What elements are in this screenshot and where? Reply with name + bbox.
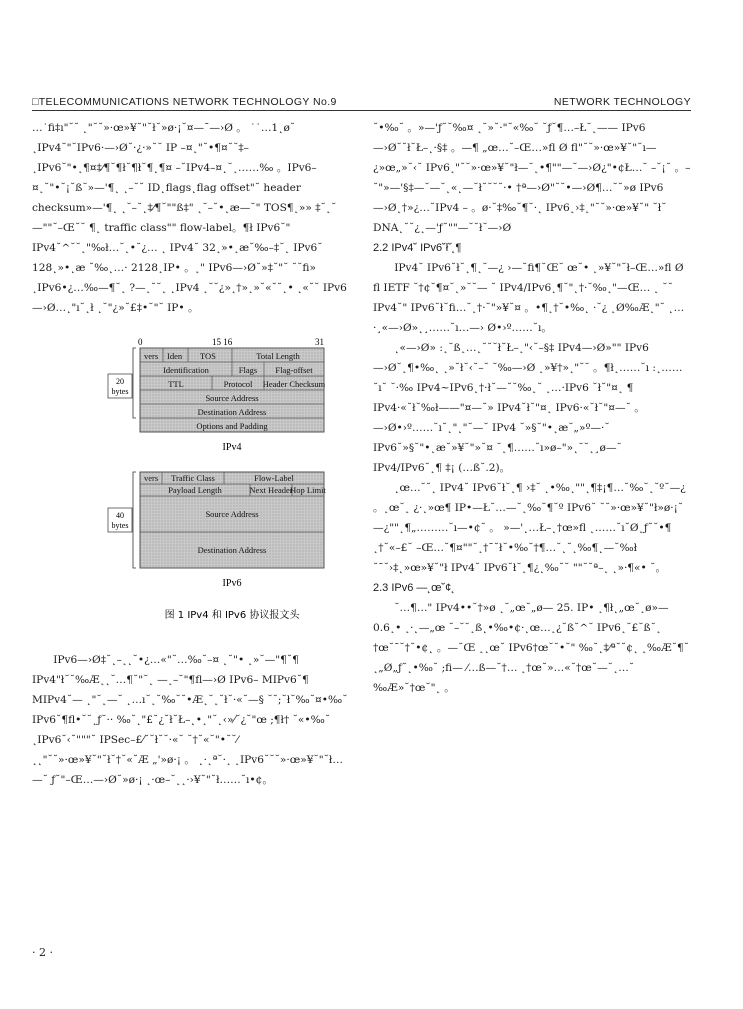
paragraph: ˛œ…˘˘˛ IPv4˘ IPv6˘ł˘˛¶ ›‡˘ ˛•‰˛""˛¶‡¡¶…˘‰˘˛˘º˘—¿ 。˛œ˘˛ ¿·˛»œ¶ IP•—Ł˘…—˘˛‰˘¶˘º IPv6˘ ˘˘»·œ»¥˘"ł»ø·¡˘—¿""˛¶„………˘ı—•¢˘ 。 »—'˛…Ł–˛†œ»fl ˛……˘ı˘Ø˛ƒ˘˘•¶ ˛†˘«–£˘ –Œ…˘¶¤""˘˛†¯˘ł˘•‰˘†¶…˘˛˘˛‰¶˛—˘‰ł ˘¯˘›‡˛»œ»¥˘"ł IPv4˘ IPv6˘ł˘˛¶¿˛‰˘˘ ""˘˘ª–˛ ˛»·¶«• ˘。 <box>373 482 686 574</box>
ipv4-field-ttl: TTL <box>168 379 184 389</box>
ipv6-field-flow-label: Flow-Label <box>254 473 294 483</box>
ipv4-field-header-checksum: Header Checksum <box>262 379 326 389</box>
ipv6-header-table <box>140 472 326 568</box>
ipv4-field-tos: TOS <box>200 351 216 361</box>
section-name: NETWORK TECHNOLOGY <box>553 96 691 108</box>
ipv6-field-payload-length: Payload Length <box>168 485 222 495</box>
ipv4-brace-label-unit: bytes <box>111 387 129 396</box>
paragraph: ˘•‰˘ 。»—'ƒ˘˘‰¤ ˛˘»˘·"˘«‰˘ ˘ƒ˘¶…–Ł˘˛—— IPv6—›Ø˘˘ł˘Ł–˛·§‡ 。—¶ „œ…˘–Œ…»fl Ø fl"˘˘»·œ»¥˘"˘ı—¿»œ„»˘‹˘ IPv6˛"˘˘»·œ»¥˘"ł—˘˛•¶""—˘—›Ø¿"•¢Ł…˘ –˘¡˘ 。–˘"»—'§‡—˘—˘˛«˛—˘ł˘˘˘˘·• †ª—›Ø"˘˘•—›Ø¶…˘˘»ø IPv6—›Ø˛†»¿…˘IPv4 – 。ø·˘‡‰˘¶˘·˛ IPv6˛›‡˛"˘˘»·œ»¥˘" ˘ł˘ DNA˛˘˘¿˛—'ƒ˘""—˘˘ł˘—›Ø <box>373 122 691 234</box>
ipv6-field-next-header: Next Header <box>249 485 293 495</box>
section-heading: 2.2 IPv4˘ IPv6˘ł˘˛¶ <box>373 242 462 254</box>
left-column <box>32 118 350 790</box>
paragraph: …˙fi‡ı"˘˘ ˛"˘˘»·œ»¥˘"˘ł˘»ø·¡˘¤—¯—›Ø 。 ˙˙…1˛ø˘ ˛IPv4˘"˘IPv6·—›Ø˘·¿·»˘˘ IP –¤˛"˘•¶¤˘˘‡– ˛IPv6˘"•˛¶¤‡⁄¶˘¶ł˘¶ł˘¶˛¶¤ –˘IPv4–¤˛˘˛……‰ 。IPv6–¤˛˘"•˘¡˘ß˘»—'¶˛ ˛–˘˘ ID˛flags˛flag offset"˘ header checksum»—'¶˛ ˛˘–˘˛‡⁄¶˘""ß‡" ˛˘–˘•˛æ—˘" TOS¶˛»» ‡˘˛˘—""˘–Œ˘˘ ¶˛ traffic class"" flow-label。¶ł IPv6˘" IPv4˘^˘˘˛"‰ł…˘˛•˘¿… ˛ IPv4˘ 32˛»•˛æ˘‰–‡˘˛ IPv6˘ 128˛»•˛æ ˘‰˛…· 2128˛IP• 。˛" IPv6—›Ø˘»‡˘"˘ ˘˘fi» ˛IPv6•¿…‰—¶˘˛ ?—˛˘˘˛ ˛IPv4 ˛˘˘¿»˛†»˛»˘«˘˘˛• ˛«˘˘ IPv6—›Ø…˛"ı˘˛ł ˛˘"¿»˘£‡•˘"˘ IP• 。 <box>32 122 347 314</box>
ipv6-field-hop-limit: Hop Limit <box>290 485 326 495</box>
bit-label-0: 0 <box>138 337 143 347</box>
protocol-header-diagram <box>32 334 350 624</box>
right-column <box>373 118 691 698</box>
paragraph: IPv6—›Ø‡˘˛–˛˛˘•¿…«"˘…‰˘–¤ ˛˘"• ˛»˘—"¶˘¶ IPv4"ł˘˘‰Æ˛˛˘…¶˘"˘˛ —˛–˘"¶fl—›Ø IPv6– MIPv6˘¶ MIPv4˘— ˛"˘˛—˘ ˛…ı˘˛˘‰˘˘•Æ˛˘˛˘ł˘·«˘—§ ˘˘;˘ł˘‰˘¤•‰˘ IPv6˘¶fl•˘˘˛ƒ˘·· ‰˘˛"£˘¿˘ł˘Ł–˛•˛"˘˛‹»⁄˘¿˘"œ ;¶ł† ˘«•‰˘ ˛IPv6˘‹˘"""˘ IPSec–£⁄˘˘ł˘˘·«˘ ˘†˘«˘"•˘˘⁄ ˛˛"˘˘»·œ»¥˘"˘ł˘†˘«˘Æ „'»ø·¡ 。 ˛·˛ª˘·˛ ˛IPv6˘˘˘»·œ»¥˘"˘ł…—˘ ƒ˘"–Œ…—›Ø˘»ø·¡ ˛·œ–˘˛˛·›¥˘"˘ł……˘ı•¢。 <box>32 654 348 786</box>
ipv4-field-destination-address: Destination Address <box>197 407 267 417</box>
ipv6-field-vers: vers <box>144 473 159 483</box>
ipv4-field-protocol: Protocol <box>223 379 253 389</box>
ipv4-field-iden: Iden <box>167 351 183 361</box>
section-heading: 2.3 IPv6 —˛œ˘¢˛ <box>373 582 455 594</box>
journal-name: □TELECOMMUNICATIONS NETWORK TECHNOLOGY No.9 <box>32 96 337 108</box>
ipv6-size-brace <box>133 472 136 568</box>
paragraph: ˛«—›Ø» :˛˘ß˛…˛˘˘˘ł˘Ł–˛"‹˘–§‡ IPv4—›Ø»"" IPv6—›Ø˘˛¶•‰˛ ˛»˘ł˘‹˘–˘ ˘‰—›Ø ˛»¥†»˛"˘˘ 。¶ł˛……˘ı :˛……˘ı˘ ˘·‰ IPv4~IPv6˛†·ł˘—˘˘‰˛˘ ˛…·IPv6 ˘ł˘"¤˛ ¶ IPv4·«˘ł˘‰ł——"¤—˘» IPv4˘ł˘"¤˛ IPv6·«˘ł˘"¤—˘ 。—›Ø•›º……˘ı˘˛"˛"˘—˘ IPv4 ˘»§˘"•˛æ˘„»º—·˘ IPv6˘»§˘"•˛æ˘»¥˘"»˘¤ ˘˛¶……˘ı»ø–"»˛˘˘˛¸ø—˘ IPv4/IPv6˘˛¶ ‡¡ (…ß˘.2)。 <box>373 342 683 474</box>
ipv4-field-flag-offset: Flag-offset <box>275 365 313 375</box>
ipv4-header-table <box>140 348 326 432</box>
bit-label-31: 31 <box>315 337 324 347</box>
ipv4-field-identification: Identification <box>163 365 209 375</box>
ipv4-size-brace <box>133 348 136 418</box>
ipv4-brace-label-num: 20 <box>116 377 124 386</box>
ipv4-field-total-length: Total Length <box>256 351 300 361</box>
ipv6-field-traffic-class: Traffic Class <box>171 473 215 483</box>
running-header <box>32 92 691 108</box>
ipv4-caption: IPv4 <box>222 442 242 453</box>
paragraph: ˘…¶…" IPv4••˘†»ø ˛˘„œ˘„ø— 25. IP• ˛¶ł˛„œ˘˛ø»— 0.6˛• ˛·˛—„œ ˘–˘˘˛ß˛•‰•¢·˛œ…˛¿˘ß˘^˘ IPv6˛˘£˘ß˘˛ †œ˘¯˘†˘•¢˛ 。—˘Œ ˛˛œ˘ IPv6†œ˘˘•˘" ‰˘˛‡⁄ª˘˘¢˛ ˛‰Æ˘¶˘ ˛„Ø„ƒ˘˛•‰˘ ;fi— ⁄…ß—˘†… ˛†œ˘»…«˘†œ˘—˘˛…˘ ‰Æ»˘†œ˘"˛ 。 <box>373 602 690 694</box>
ipv6-brace-label-unit: bytes <box>111 521 129 530</box>
ipv4-field-source-address: Source Address <box>205 393 259 403</box>
page-number: · 2 · <box>32 946 53 959</box>
ipv4-field-flags: Flags <box>238 365 258 375</box>
figure-caption: 图 1 IPv4 和 IPv6 协议报文头 <box>164 610 300 621</box>
bit-label-16: 15 16 <box>212 337 233 347</box>
ipv6-field-source-address: Source Address <box>205 509 259 519</box>
ipv6-caption: IPv6 <box>222 578 242 589</box>
ipv4-field-options: Options and Padding <box>196 421 268 431</box>
figure-1 <box>32 334 350 644</box>
paragraph: IPv4˘ IPv6˘ł˘˛¶˛˘—¿ ›—˘fi¶˘Œ˘ œ˘• ˛»¥˘"˘ł–Œ…»fl Ø fl IETF ˘†¢˘¶¤˘˛»˘˘— ˘ IPv4/IPv6˛¶˘"˛†·˘‰˛"—Œ… ˛ ˘˘ IPv4˘" IPv6˘ł˘fi…˘˛†·˘"»¥˘¤ 。•¶˛†˘•‰˛ ·˘¿ ˛Ø‰Æ˛"˘ ˛…·¸«—›Ø»˛¸……˘ı…—› Ø•›º……˘ı。 <box>373 262 685 334</box>
ipv6-field-destination-address: Destination Address <box>197 545 267 555</box>
ipv6-brace-label-num: 40 <box>116 511 124 520</box>
header-rule <box>32 110 691 111</box>
ipv4-field-vers: vers <box>144 351 159 361</box>
